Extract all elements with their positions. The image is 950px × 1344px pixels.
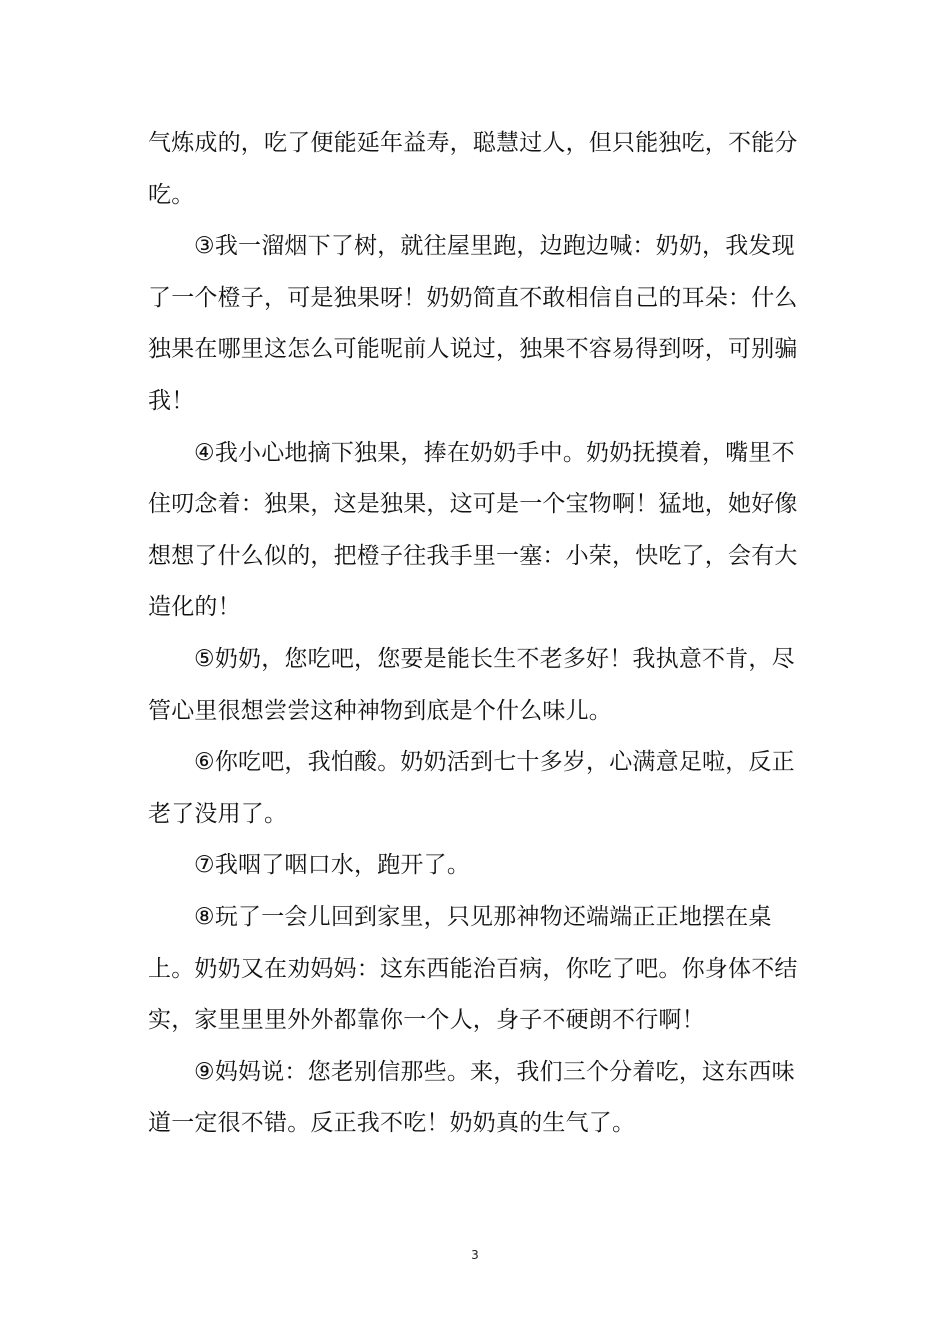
page-number: 3 xyxy=(471,1248,479,1262)
paragraph-4: ④我小心地摘下独果，捧在奶奶手中。奶奶抚摸着，嘴里不住叨念着：独果，这是独果，这可是一个宝物啊！猛地，她好像想想了什么似的，把橙子往我手里一塞：小荣，快吃了，会有大造化的！ xyxy=(148,439,798,621)
paragraph-5: ⑤奶奶，您吃吧，您要是能长生不老多好！我执意不肯，尽管心里很想尝尝这种神物到底是个什么味儿。 xyxy=(148,645,795,724)
paragraph-9: ⑨妈妈说：您老别信那些。来，我们三个分着吃，这东西味道一定很不错。反正我不吃！奶奶真的生气了。 xyxy=(148,1058,795,1137)
paragraph-8: ⑧玩了一会儿回到家里，只见那神物还端端正正地摆在桌上。奶奶又在劝妈妈：这东西能治百病，你吃了吧。你身体不结实，家里里里外外都靠你一个人，身子不硬朗不行啊！ xyxy=(148,903,798,1034)
paragraph-continued: 气炼成的，吃了便能延年益寿，聪慧过人，但只能独吃，不能分吃。 xyxy=(148,130,798,208)
paragraph-6: ⑥你吃吧，我怕酸。奶奶活到七十多岁，心满意足啦，反正老了没用了。 xyxy=(148,749,795,827)
document-body xyxy=(148,118,808,1150)
paragraph-3: ③我一溜烟下了树，就往屋里跑，边跑边喊：奶奶，我发现了一个橙子，可是独果呀！奶奶简直不敢相信自己的耳朵：什么独果在哪里这怎么可能呢前人说过，独果不容易得到呀，可别骗我！ xyxy=(148,233,798,414)
paragraph-7: ⑦我咽了咽口水，跑开了。 xyxy=(194,852,471,879)
